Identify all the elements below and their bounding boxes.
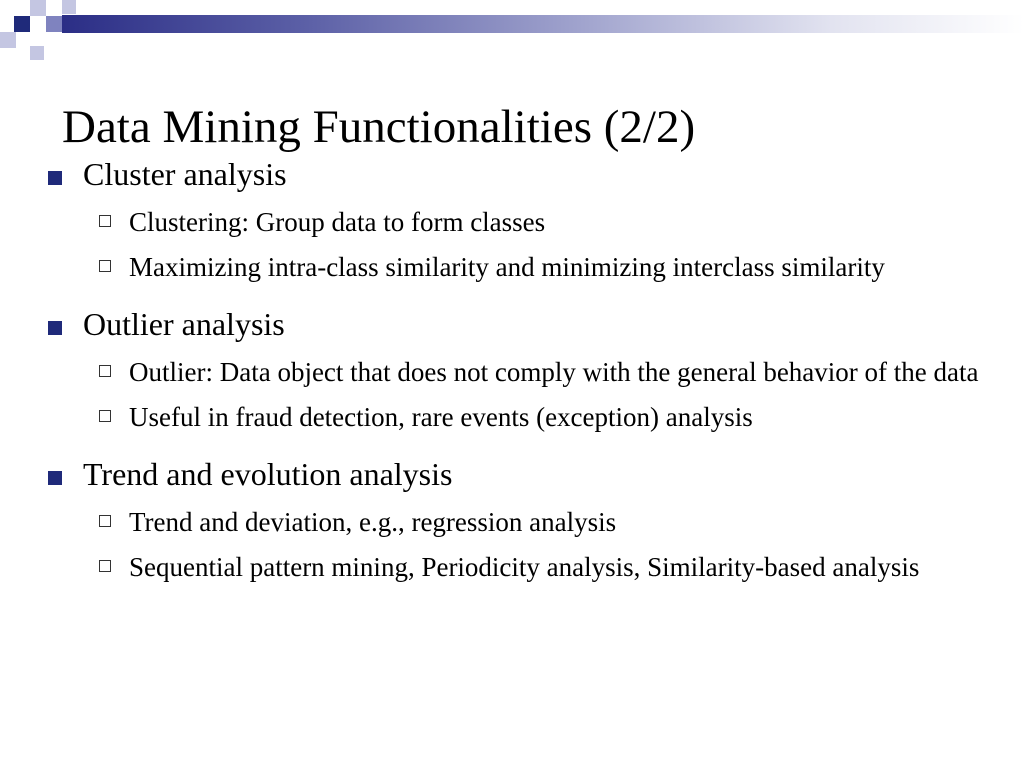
sub-bullet-text: Clustering: Group data to form classes <box>129 207 546 238</box>
hollow-square-bullet-icon <box>99 515 111 527</box>
sub-bullet-text: Useful in fraud detection, rare events (exception) analysis <box>129 401 753 432</box>
decor-square <box>62 0 76 14</box>
square-bullet-icon <box>48 471 62 485</box>
decor-square <box>30 46 44 60</box>
sub-bullet-item <box>83 547 988 588</box>
sub-bullet-item <box>83 502 988 543</box>
sub-bullet-item <box>83 397 988 438</box>
square-bullet-icon <box>48 321 62 335</box>
bullet-item-outlier-analysis <box>48 305 988 437</box>
decor-square <box>14 16 30 32</box>
sub-bullet-list <box>83 502 988 587</box>
header-gradient-band <box>62 15 1024 33</box>
sub-bullet-item <box>83 202 988 243</box>
sub-bullet-item <box>83 352 988 393</box>
sub-bullet-text: Maximizing intra-class similarity and minimizing interclass similarity <box>129 251 885 282</box>
sub-bullet-text: Sequential pattern mining, Periodicity analysis, Similarity-based analysis <box>129 551 920 582</box>
square-bullet-icon <box>48 171 62 185</box>
bullet-text: Outlier analysis <box>83 306 285 343</box>
sub-bullet-text: Trend and deviation, e.g., regression analysis <box>129 507 617 538</box>
sub-bullet-list <box>83 202 988 287</box>
sub-bullet-list <box>83 352 988 437</box>
bullet-item-cluster-analysis <box>48 155 988 287</box>
slide-title: Data Mining Functionalities (2/2) <box>62 101 696 153</box>
bullet-list <box>48 155 988 587</box>
sub-bullet-text: Outlier: Data object that does not comply with the general behavior of the data <box>129 357 979 388</box>
hollow-square-bullet-icon <box>99 365 111 377</box>
bullet-text: Trend and evolution analysis <box>83 456 453 493</box>
header-decoration <box>0 0 1024 60</box>
bullet-text: Cluster analysis <box>83 156 287 192</box>
sub-bullet-item <box>83 247 988 288</box>
decor-square <box>46 16 62 32</box>
decor-square <box>30 0 46 16</box>
bullet-item-trend-evolution-analysis <box>48 455 988 587</box>
hollow-square-bullet-icon <box>99 560 111 572</box>
hollow-square-bullet-icon <box>99 410 111 422</box>
hollow-square-bullet-icon <box>99 215 111 227</box>
decor-square <box>0 32 16 48</box>
hollow-square-bullet-icon <box>99 260 111 272</box>
